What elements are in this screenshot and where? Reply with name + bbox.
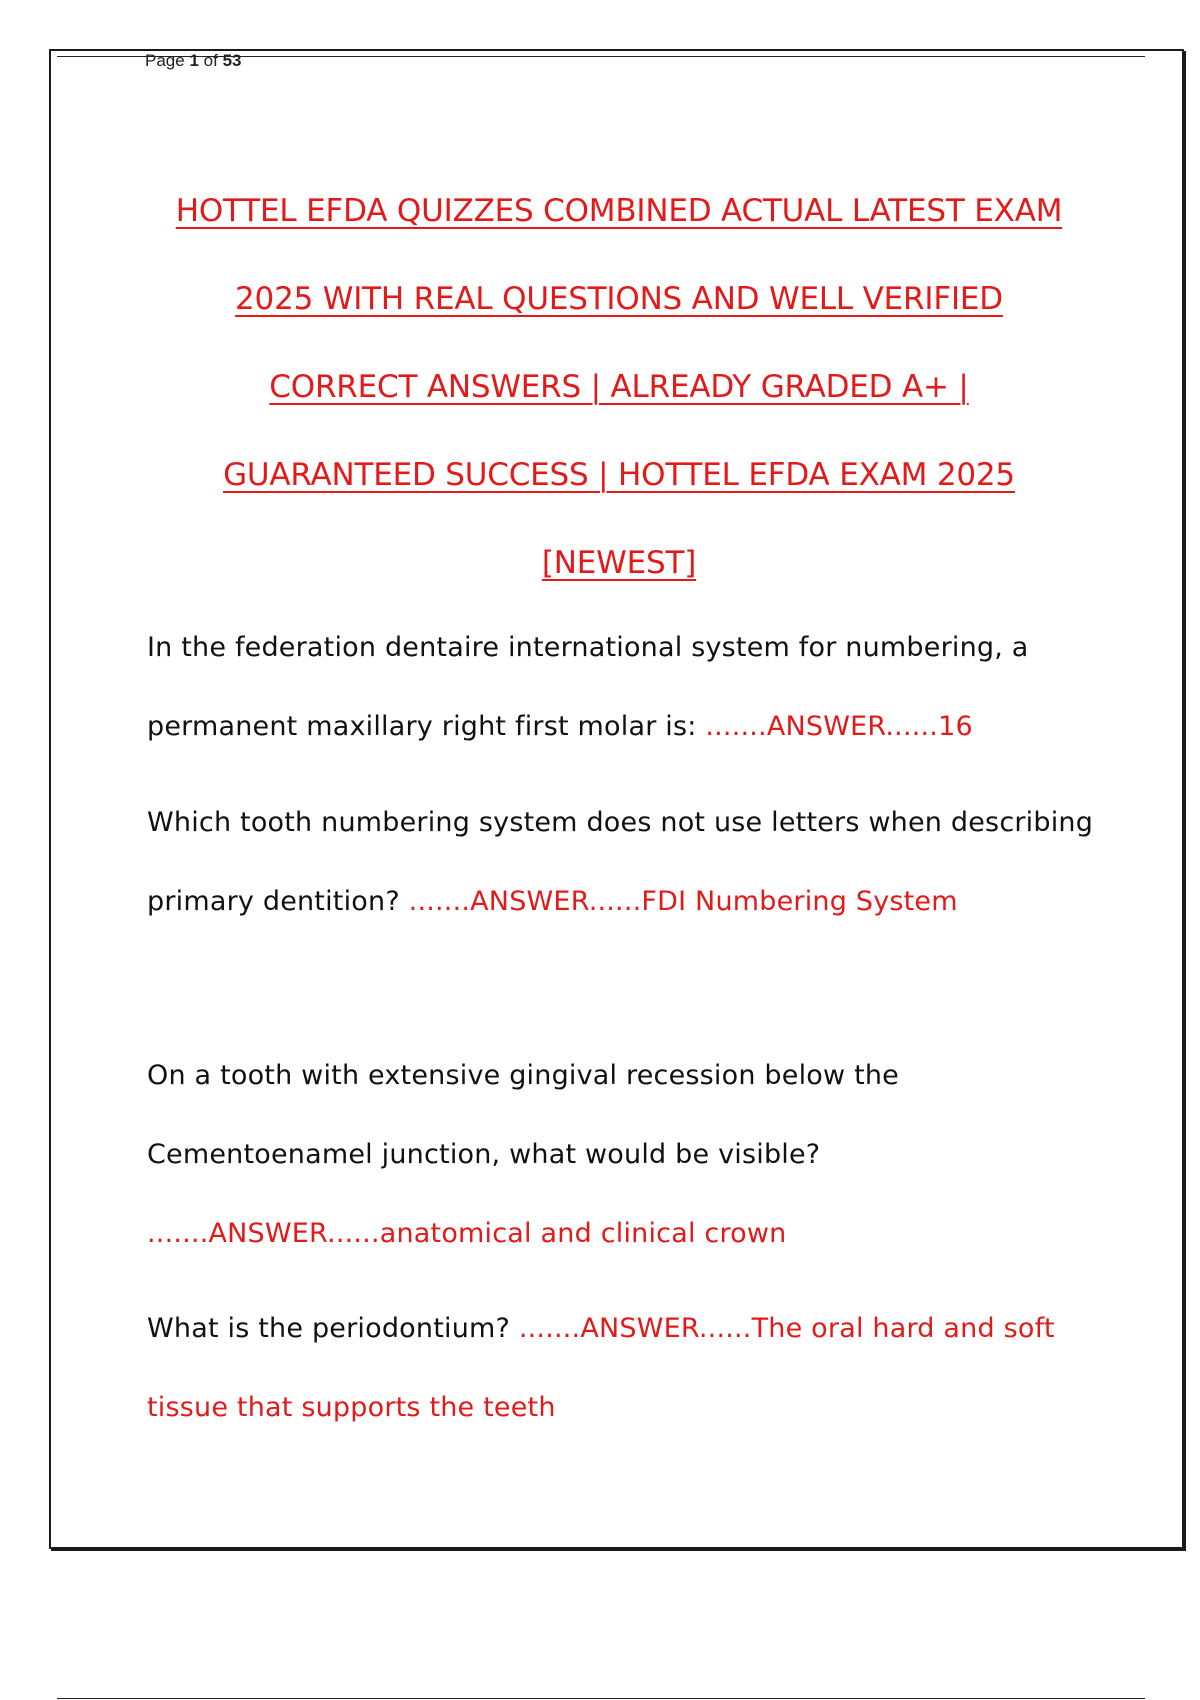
question-text: In the federation dentaire international system for numbering, a permanent maxillary right first molar is:: [147, 632, 1029, 742]
title-line: [120, 167, 1118, 255]
question-text: Which tooth numbering system does not use letters when describing primary dentition?: [147, 807, 1094, 917]
title-line-text: [NEWEST]: [541, 545, 697, 581]
title-line-text: HOTTEL EFDA QUIZZES COMBINED ACTUAL LATEST EXAM: [175, 193, 1063, 229]
page-number: [145, 51, 241, 71]
title-line-text: CORRECT ANSWERS | ALREADY GRADED A+ |: [269, 369, 969, 405]
answer-text: .......ANSWER......FDI Numbering System: [408, 886, 958, 917]
footer-rule: [57, 1698, 1145, 1699]
title-line-text: 2025 WITH REAL QUESTIONS AND WELL VERIFIED: [235, 281, 1003, 317]
title-line: [120, 343, 1118, 431]
qa-item: [147, 783, 1097, 941]
qa-item: [147, 608, 1097, 766]
page-current: 1: [189, 51, 199, 70]
qa-item: [147, 1036, 1097, 1273]
question-text: On a tooth with extensive gingival recession below the Cementoenamel junction, what would be visible?: [147, 1060, 899, 1170]
answer-text: .......ANSWER......16: [705, 711, 973, 742]
answer-text: .......ANSWER......The oral hard and soft tissue that supports the teeth: [147, 1313, 1055, 1423]
title-line-text: GUARANTEED SUCCESS | HOTTEL EFDA EXAM 2025: [223, 457, 1015, 493]
question-text: What is the periodontium?: [147, 1313, 511, 1344]
answer-text: .......ANSWER......anatomical and clinical crown: [147, 1218, 787, 1249]
title-line: [120, 255, 1118, 343]
page-of-label: of: [203, 51, 218, 70]
title-line: [120, 519, 1118, 607]
qa-item: [147, 1289, 1097, 1447]
page-label: Page: [145, 51, 185, 70]
page-total: 53: [222, 51, 242, 70]
document-title: [120, 167, 1118, 607]
title-line: [120, 431, 1118, 519]
